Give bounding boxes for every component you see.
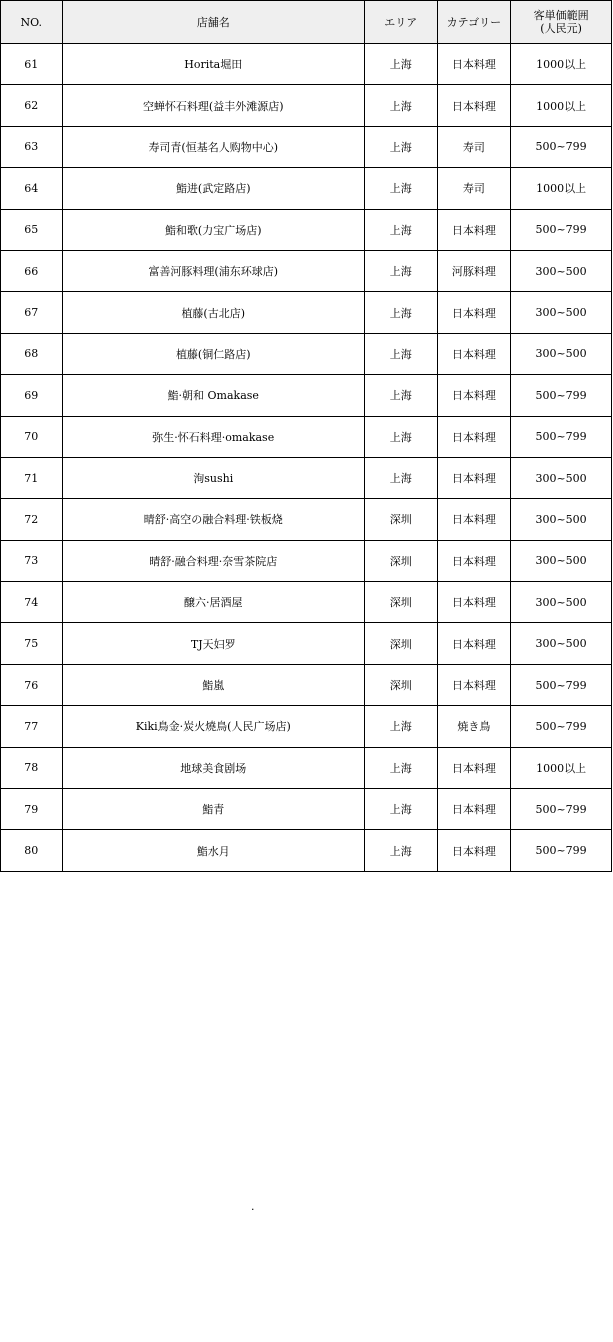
header-price-line2: (人民元) [540,22,582,35]
cell-no: 64 [1,168,63,209]
cell-category: 日本料理 [437,623,511,664]
cell-area: 上海 [364,85,437,126]
cell-category: 寿司 [437,126,511,167]
header-area: エリア [364,1,437,44]
cell-store-name: 鮨嵐 [62,664,364,705]
cell-store-name: 晴舒·高空の融合料理·铁板烧 [62,499,364,540]
cell-area: 深圳 [364,582,437,623]
cell-store-name: Horita堀田 [62,44,364,85]
cell-category: 日本料理 [437,333,511,374]
cell-store-name: 鮨·朝和 Omakase [62,375,364,416]
header-category: カテゴリー [437,1,511,44]
table-row [1,706,612,747]
cell-store-name: 鮨进(武定路店) [62,168,364,209]
cell-price-range: 300~500 [511,292,612,333]
cell-no: 78 [1,747,63,788]
table-row [1,250,612,291]
cell-no: 65 [1,209,63,250]
cell-store-name: 鮨水月 [62,830,364,871]
cell-category: 日本料理 [437,85,511,126]
cell-category: 日本料理 [437,457,511,498]
table-row [1,457,612,498]
table-row [1,375,612,416]
cell-category: 日本料理 [437,375,511,416]
cell-price-range: 500~799 [511,664,612,705]
cell-category: 日本料理 [437,789,511,830]
cell-area: 上海 [364,209,437,250]
cell-store-name: TJ天妇罗 [62,623,364,664]
cell-no: 68 [1,333,63,374]
cell-area: 上海 [364,292,437,333]
header-store-name: 店舗名 [62,1,364,44]
cell-area: 上海 [364,333,437,374]
cell-store-name: 鮨和歌(力宝广场店) [62,209,364,250]
table-header [1,1,612,44]
cell-price-range: 300~500 [511,457,612,498]
cell-category: 日本料理 [437,747,511,788]
cell-store-name: 空蝉怀石料理(益丰外滩源店) [62,85,364,126]
cell-no: 74 [1,582,63,623]
table-row [1,747,612,788]
cell-no: 79 [1,789,63,830]
cell-area: 上海 [364,44,437,85]
cell-no: 67 [1,292,63,333]
cell-category: 寿司 [437,168,511,209]
cell-price-range: 500~799 [511,126,612,167]
table-row [1,623,612,664]
cell-category: 日本料理 [437,209,511,250]
table-row [1,540,612,581]
cell-category: 河豚料理 [437,250,511,291]
table-row [1,830,612,871]
cell-category: 日本料理 [437,499,511,540]
cell-category: 日本料理 [437,416,511,457]
cell-category: 日本料理 [437,540,511,581]
cell-area: 深圳 [364,540,437,581]
cell-no: 71 [1,457,63,498]
cell-price-range: 500~799 [511,789,612,830]
table-row [1,333,612,374]
cell-store-name: 植藤(古北店) [62,292,364,333]
cell-category: 日本料理 [437,664,511,705]
cell-no: 69 [1,375,63,416]
cell-category: 日本料理 [437,582,511,623]
header-row [1,1,612,44]
table-row [1,499,612,540]
cell-category: 日本料理 [437,44,511,85]
cell-area: 上海 [364,830,437,871]
cell-price-range: 300~500 [511,499,612,540]
cell-price-range: 500~799 [511,416,612,457]
cell-area: 深圳 [364,499,437,540]
cell-store-name: 醸六·居酒屋 [62,582,364,623]
cell-area: 深圳 [364,623,437,664]
cell-price-range: 300~500 [511,623,612,664]
cell-area: 上海 [364,747,437,788]
cell-no: 76 [1,664,63,705]
cell-price-range: 300~500 [511,250,612,291]
cell-area: 上海 [364,375,437,416]
cell-price-range: 500~799 [511,830,612,871]
cell-price-range: 500~799 [511,706,612,747]
cell-price-range: 300~500 [511,333,612,374]
cell-no: 80 [1,830,63,871]
cell-area: 上海 [364,789,437,830]
cell-area: 上海 [364,168,437,209]
table-row [1,416,612,457]
cell-no: 61 [1,44,63,85]
cell-store-name: 富善河豚料理(浦东环球店) [62,250,364,291]
cell-price-range: 300~500 [511,582,612,623]
cell-price-range: 1000以上 [511,747,612,788]
cell-store-name: 洵sushi [62,457,364,498]
cell-store-name: 植藤(铜仁路店) [62,333,364,374]
cell-no: 63 [1,126,63,167]
table-row [1,44,612,85]
cell-area: 上海 [364,250,437,291]
cell-price-range: 1000以上 [511,168,612,209]
footer-mark: . [251,1200,255,1213]
cell-price-range: 1000以上 [511,44,612,85]
cell-price-range: 500~799 [511,209,612,250]
table-row [1,85,612,126]
cell-price-range: 500~799 [511,375,612,416]
cell-area: 上海 [364,416,437,457]
cell-category: 焼き鳥 [437,706,511,747]
table-row [1,664,612,705]
header-price-line1: 客単価範囲 [533,9,589,22]
cell-price-range: 1000以上 [511,85,612,126]
table-row [1,292,612,333]
cell-area: 深圳 [364,664,437,705]
cell-area: 上海 [364,126,437,167]
cell-store-name: 寿司青(恒基名人购物中心) [62,126,364,167]
cell-store-name: 地球美食剧场 [62,747,364,788]
cell-price-range: 300~500 [511,540,612,581]
cell-store-name: 鮨青 [62,789,364,830]
cell-no: 77 [1,706,63,747]
cell-no: 70 [1,416,63,457]
cell-store-name: 弥生·怀石料理·omakase [62,416,364,457]
header-no: NO. [1,1,63,44]
table-body [1,44,612,872]
table-row [1,209,612,250]
cell-no: 66 [1,250,63,291]
table-row [1,789,612,830]
header-price-range [511,1,612,44]
cell-area: 上海 [364,706,437,747]
table-row [1,168,612,209]
cell-no: 75 [1,623,63,664]
table-row [1,582,612,623]
cell-area: 上海 [364,457,437,498]
cell-category: 日本料理 [437,830,511,871]
table-row [1,126,612,167]
cell-category: 日本料理 [437,292,511,333]
cell-no: 62 [1,85,63,126]
cell-no: 72 [1,499,63,540]
cell-no: 73 [1,540,63,581]
cell-store-name: 晴舒·融合料理·奈雪茶院店 [62,540,364,581]
cell-store-name: Kiki鳥金·炭火燒鳥(人民广场店) [62,706,364,747]
